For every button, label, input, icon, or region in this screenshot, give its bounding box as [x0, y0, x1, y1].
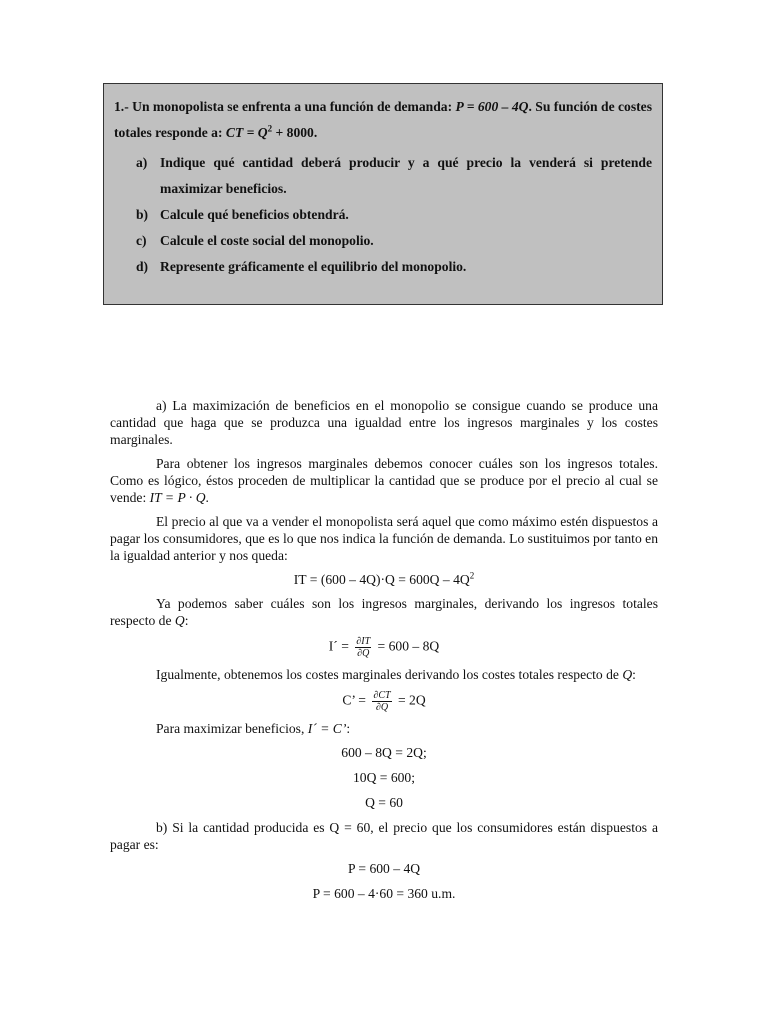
- equation-cmg: C’ = $\frac{\partial CT}{\partial Q}$ = 2Q: [342, 690, 426, 713]
- question-item: a) Indique qué cantidad deberá producir y a qué precio la venderá si pretende maximizar beneficios.: [136, 155, 652, 196]
- equation-it: IT = $(600 - 4Q)\cdot Q = 600Q - 4Q^2$: [293, 570, 475, 587]
- paragraph: Igualmente, obtenemos los costes marginales derivando los costes totales respecto de Q:: [156, 667, 636, 682]
- paragraph: Para obtener los ingresos marginales debemos conocer cuáles son los ingresos totales. Como es lógico, éstos proceden de multiplicar la cantidad que se produce por el precio al cual se vende: IT = P · Q.: [110, 456, 658, 505]
- cost-equation: CT = Q: [225, 125, 268, 140]
- equation-step: Q = 60: [365, 795, 403, 810]
- equation-step: 10Q = 600;: [352, 770, 416, 785]
- paragraph: Ya podemos saber cuáles son los ingresos marginales, derivando los ingresos totales respecto de Q:: [110, 596, 658, 628]
- question-item: d) Represente gráficamente el equilibrio del monopolio.: [136, 259, 467, 274]
- fraction: $\frac{\partial CT}{\partial Q}$: [373, 690, 391, 713]
- equation-price: P = 600 – 4Q: [347, 861, 421, 876]
- fraction: $\frac{\partial IT}{\partial Q}$: [356, 636, 371, 659]
- problem-box: [103, 83, 663, 305]
- question-item: c) Calcule el coste social del monopolio.: [136, 233, 374, 248]
- equation-img: I´ = $\frac{\partial IT}{\partial Q}$ = 600 – 8Q: [328, 636, 440, 659]
- paragraph: El precio al que va a vender el monopolista será aquel que como máximo estén dispuestos a pagar los consumidores, que es lo que nos indica la función de demanda. Lo sustituimos por tanto en la igualdad anterior y nos queda:: [110, 514, 658, 563]
- question-item: b) Calcule qué beneficios obtendrá.: [136, 207, 349, 222]
- problem-statement: 1.- Un monopolista se enfrenta a una función de demanda: P = 600 – 4Q. Su función de costes totales responde a: CT = $Q^2 + 8000$.: [114, 99, 652, 140]
- solution-body: [110, 397, 658, 910]
- paragraph: Para maximizar beneficios, I´ = C’:: [156, 721, 351, 736]
- equation-step: 600 – 8Q = 2Q;: [341, 745, 427, 760]
- demand-equation: P = 600 – 4Q: [455, 99, 529, 114]
- equation-price-value: P = 600 – 4·60 = 360 u.m.: [312, 886, 456, 901]
- paragraph: a) La maximización de beneficios en el monopolio se consigue cuando se produce una cantidad que haga que se produzca una igualdad entre los ingresos marginales y los costes marginales.: [110, 398, 658, 447]
- paragraph: b) Si la cantidad producida es Q = 60, el precio que los consumidores están dispuestos a pagar es:: [110, 820, 658, 852]
- question-list: [114, 150, 652, 280]
